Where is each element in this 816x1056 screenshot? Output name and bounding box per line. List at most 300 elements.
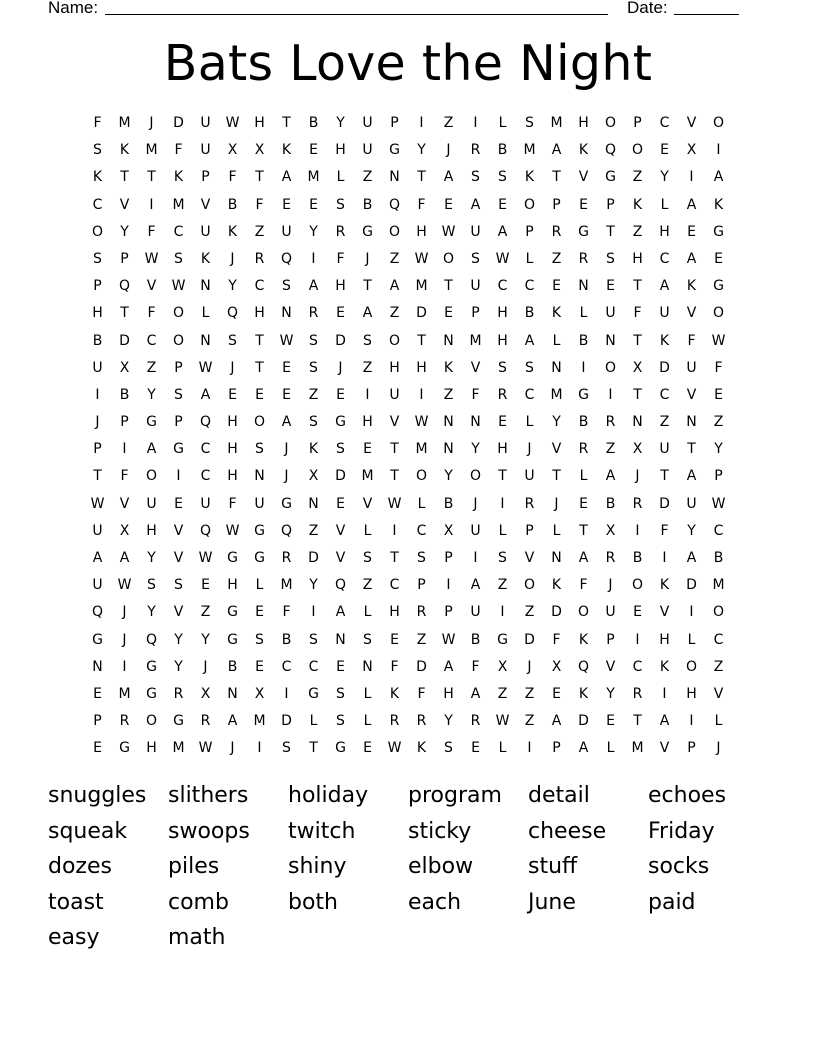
grid-letter[interactable]: U: [362, 115, 373, 131]
grid-letter[interactable]: M: [280, 577, 293, 594]
grid-letter[interactable]: R: [470, 142, 481, 159]
grid-letter[interactable]: E: [93, 685, 102, 702]
grid-letter[interactable]: A: [497, 223, 508, 240]
grid-letter[interactable]: V: [659, 740, 670, 757]
grid-letter[interactable]: M: [307, 169, 320, 186]
grid-letter[interactable]: R: [200, 713, 211, 730]
grid-letter[interactable]: Z: [389, 305, 400, 322]
grid-letter[interactable]: I: [419, 115, 424, 131]
grid-letter[interactable]: Y: [147, 550, 156, 566]
grid-letter[interactable]: L: [363, 604, 372, 621]
grid-letter[interactable]: G: [227, 604, 238, 621]
grid-letter[interactable]: J: [284, 468, 289, 485]
grid-letter[interactable]: A: [92, 550, 103, 566]
grid-letter[interactable]: F: [93, 115, 102, 131]
grid-letter[interactable]: D: [659, 359, 670, 376]
grid-letter[interactable]: O: [172, 332, 185, 349]
grid-letter[interactable]: G: [173, 441, 184, 458]
grid-letter[interactable]: Q: [199, 414, 212, 431]
grid-letter[interactable]: E: [255, 386, 264, 403]
grid-letter[interactable]: I: [689, 713, 694, 730]
grid-letter[interactable]: W: [711, 495, 726, 512]
grid-letter[interactable]: G: [254, 550, 265, 566]
grid-letter[interactable]: Y: [174, 631, 183, 648]
grid-letter[interactable]: S: [147, 577, 156, 594]
grid-letter[interactable]: L: [417, 495, 426, 512]
grid-letter[interactable]: F: [633, 305, 642, 322]
grid-letter[interactable]: T: [579, 522, 588, 539]
grid-letter[interactable]: H: [227, 414, 238, 431]
grid-letter[interactable]: O: [523, 577, 536, 594]
grid-letter[interactable]: P: [120, 414, 129, 431]
grid-letter[interactable]: H: [632, 250, 643, 267]
grid-letter[interactable]: E: [390, 631, 399, 648]
grid-letter[interactable]: Y: [120, 223, 129, 240]
grid-letter[interactable]: N: [605, 332, 616, 349]
grid-letter[interactable]: P: [552, 740, 561, 757]
grid-letter[interactable]: O: [415, 468, 428, 485]
grid-letter[interactable]: E: [471, 740, 480, 757]
grid-letter[interactable]: F: [714, 359, 723, 376]
grid-letter[interactable]: J: [446, 142, 451, 159]
grid-letter[interactable]: A: [686, 250, 697, 267]
grid-letter[interactable]: X: [119, 359, 130, 376]
grid-letter[interactable]: Z: [497, 685, 508, 702]
grid-letter[interactable]: V: [551, 441, 562, 458]
grid-letter[interactable]: S: [309, 631, 318, 648]
grid-letter[interactable]: W: [90, 495, 105, 512]
grid-letter[interactable]: K: [227, 223, 238, 240]
grid-letter[interactable]: A: [281, 169, 292, 186]
grid-letter[interactable]: H: [416, 223, 427, 240]
grid-letter[interactable]: W: [387, 740, 402, 757]
grid-letter[interactable]: E: [309, 142, 318, 159]
grid-letter[interactable]: N: [443, 332, 454, 349]
grid-letter[interactable]: A: [119, 550, 130, 566]
grid-letter[interactable]: G: [362, 223, 373, 240]
grid-letter[interactable]: E: [444, 305, 453, 322]
grid-letter[interactable]: S: [255, 441, 264, 458]
grid-letter[interactable]: A: [578, 740, 589, 757]
grid-letter[interactable]: X: [686, 142, 697, 159]
grid-letter[interactable]: S: [93, 142, 102, 159]
grid-letter[interactable]: O: [712, 305, 725, 322]
grid-letter[interactable]: E: [714, 386, 723, 403]
grid-letter[interactable]: N: [578, 278, 589, 295]
grid-letter[interactable]: Z: [605, 441, 616, 458]
grid-letter[interactable]: I: [689, 604, 694, 621]
grid-letter[interactable]: C: [524, 278, 535, 295]
grid-letter[interactable]: Z: [416, 631, 427, 648]
grid-letter[interactable]: N: [632, 414, 643, 431]
grid-letter[interactable]: K: [389, 685, 400, 702]
grid-letter[interactable]: U: [200, 495, 211, 512]
grid-letter[interactable]: L: [336, 169, 345, 186]
grid-letter[interactable]: Z: [308, 522, 319, 539]
grid-letter[interactable]: L: [363, 713, 372, 730]
grid-letter[interactable]: J: [230, 740, 235, 757]
grid-letter[interactable]: G: [335, 414, 346, 431]
grid-letter[interactable]: N: [551, 359, 562, 376]
grid-letter[interactable]: E: [444, 196, 453, 213]
grid-letter[interactable]: D: [281, 713, 292, 730]
grid-letter[interactable]: J: [527, 658, 532, 675]
grid-letter[interactable]: R: [632, 495, 643, 512]
grid-letter[interactable]: J: [95, 414, 100, 431]
grid-letter[interactable]: C: [200, 441, 211, 458]
grid-letter[interactable]: C: [632, 658, 643, 675]
grid-letter[interactable]: Y: [552, 414, 561, 431]
grid-letter[interactable]: I: [311, 604, 316, 621]
grid-letter[interactable]: U: [92, 522, 103, 539]
date-blank-line[interactable]: [674, 14, 739, 15]
grid-letter[interactable]: V: [335, 522, 346, 539]
grid-letter[interactable]: K: [524, 169, 535, 186]
grid-letter[interactable]: U: [362, 142, 373, 159]
grid-letter[interactable]: S: [309, 414, 318, 431]
grid-letter[interactable]: R: [578, 441, 589, 458]
grid-letter[interactable]: E: [714, 250, 723, 267]
grid-letter[interactable]: K: [551, 305, 562, 322]
grid-letter[interactable]: N: [92, 658, 103, 675]
grid-letter[interactable]: C: [497, 278, 508, 295]
grid-letter[interactable]: Y: [228, 278, 237, 295]
grid-letter[interactable]: O: [172, 305, 185, 322]
grid-letter[interactable]: H: [497, 332, 508, 349]
grid-letter[interactable]: S: [336, 685, 345, 702]
grid-letter[interactable]: Y: [606, 685, 615, 702]
grid-letter[interactable]: I: [608, 386, 613, 403]
grid-letter[interactable]: N: [200, 332, 211, 349]
grid-letter[interactable]: M: [415, 278, 428, 295]
grid-letter[interactable]: A: [659, 278, 670, 295]
grid-letter[interactable]: H: [92, 305, 103, 322]
grid-letter[interactable]: K: [281, 142, 292, 159]
grid-letter[interactable]: D: [119, 332, 130, 349]
grid-letter[interactable]: S: [498, 550, 507, 566]
grid-letter[interactable]: N: [443, 441, 454, 458]
grid-letter[interactable]: R: [470, 713, 481, 730]
grid-letter[interactable]: E: [228, 386, 237, 403]
grid-letter[interactable]: J: [527, 441, 532, 458]
grid-letter[interactable]: P: [444, 604, 453, 621]
grid-letter[interactable]: S: [444, 740, 453, 757]
grid-letter[interactable]: F: [147, 305, 156, 322]
grid-letter[interactable]: E: [498, 196, 507, 213]
grid-letter[interactable]: A: [578, 550, 589, 566]
grid-letter[interactable]: A: [686, 196, 697, 213]
grid-letter[interactable]: V: [173, 604, 184, 621]
grid-letter[interactable]: U: [92, 577, 103, 594]
grid-letter[interactable]: H: [497, 305, 508, 322]
grid-letter[interactable]: W: [117, 577, 132, 594]
grid-letter[interactable]: A: [443, 658, 454, 675]
grid-letter[interactable]: P: [525, 223, 534, 240]
grid-letter[interactable]: B: [632, 550, 643, 566]
grid-letter[interactable]: Y: [687, 522, 696, 539]
grid-letter[interactable]: S: [282, 278, 291, 295]
grid-letter[interactable]: G: [227, 550, 238, 566]
grid-letter[interactable]: K: [200, 250, 211, 267]
grid-letter[interactable]: W: [414, 250, 429, 267]
grid-letter[interactable]: K: [659, 658, 670, 675]
grid-letter[interactable]: B: [227, 196, 238, 213]
grid-letter[interactable]: T: [255, 332, 264, 349]
grid-letter[interactable]: T: [282, 115, 291, 131]
grid-letter[interactable]: F: [660, 522, 669, 539]
grid-letter[interactable]: C: [308, 658, 319, 675]
grid-letter[interactable]: T: [606, 223, 615, 240]
grid-letter[interactable]: V: [146, 278, 157, 295]
grid-letter[interactable]: J: [122, 631, 127, 648]
grid-letter[interactable]: B: [578, 332, 589, 349]
grid-letter[interactable]: U: [146, 495, 157, 512]
grid-letter[interactable]: U: [470, 604, 481, 621]
grid-letter[interactable]: S: [309, 359, 318, 376]
grid-letter[interactable]: T: [552, 468, 561, 485]
grid-letter[interactable]: E: [336, 495, 345, 512]
grid-letter[interactable]: M: [415, 441, 428, 458]
grid-letter[interactable]: R: [254, 250, 265, 267]
grid-letter[interactable]: R: [605, 550, 616, 566]
grid-letter[interactable]: G: [254, 522, 265, 539]
grid-letter[interactable]: I: [662, 550, 667, 566]
grid-letter[interactable]: A: [713, 169, 724, 186]
grid-letter[interactable]: R: [119, 713, 130, 730]
grid-letter[interactable]: M: [118, 115, 131, 131]
grid-letter[interactable]: G: [713, 278, 724, 295]
grid-letter[interactable]: K: [686, 278, 697, 295]
grid-letter[interactable]: T: [633, 386, 642, 403]
grid-letter[interactable]: X: [254, 142, 265, 159]
grid-letter[interactable]: X: [308, 468, 319, 485]
grid-letter[interactable]: T: [120, 169, 129, 186]
grid-letter[interactable]: C: [659, 115, 670, 131]
grid-letter[interactable]: C: [200, 468, 211, 485]
grid-letter[interactable]: U: [200, 223, 211, 240]
grid-letter[interactable]: Q: [118, 278, 131, 295]
grid-letter[interactable]: U: [281, 223, 292, 240]
grid-letter[interactable]: Y: [201, 631, 210, 648]
grid-letter[interactable]: Z: [524, 685, 535, 702]
grid-letter[interactable]: Z: [632, 223, 643, 240]
grid-letter[interactable]: O: [145, 468, 158, 485]
grid-letter[interactable]: T: [687, 441, 696, 458]
grid-letter[interactable]: Y: [147, 604, 156, 621]
grid-letter[interactable]: A: [281, 414, 292, 431]
grid-letter[interactable]: O: [145, 713, 158, 730]
grid-letter[interactable]: Q: [226, 305, 239, 322]
grid-letter[interactable]: I: [311, 250, 316, 267]
grid-letter[interactable]: E: [309, 196, 318, 213]
grid-letter[interactable]: T: [552, 169, 561, 186]
grid-letter[interactable]: V: [686, 115, 697, 131]
grid-letter[interactable]: I: [473, 115, 478, 131]
grid-letter[interactable]: L: [579, 468, 588, 485]
grid-letter[interactable]: I: [149, 196, 154, 213]
grid-letter[interactable]: U: [686, 359, 697, 376]
grid-letter[interactable]: Z: [497, 577, 508, 594]
grid-letter[interactable]: V: [200, 196, 211, 213]
grid-letter[interactable]: Y: [471, 441, 480, 458]
grid-letter[interactable]: H: [254, 115, 265, 131]
grid-letter[interactable]: O: [442, 250, 455, 267]
grid-letter[interactable]: P: [471, 305, 480, 322]
grid-letter[interactable]: K: [659, 577, 670, 594]
grid-letter[interactable]: T: [498, 468, 507, 485]
grid-letter[interactable]: F: [147, 223, 156, 240]
grid-letter[interactable]: K: [713, 196, 724, 213]
grid-letter[interactable]: A: [146, 441, 157, 458]
grid-letter[interactable]: F: [471, 658, 480, 675]
grid-letter[interactable]: A: [200, 386, 211, 403]
grid-letter[interactable]: B: [443, 495, 454, 512]
grid-letter[interactable]: S: [255, 631, 264, 648]
grid-letter[interactable]: W: [198, 740, 213, 757]
grid-letter[interactable]: T: [633, 332, 642, 349]
grid-letter[interactable]: T: [633, 278, 642, 295]
grid-letter[interactable]: G: [605, 169, 616, 186]
grid-letter[interactable]: V: [686, 305, 697, 322]
grid-letter[interactable]: O: [604, 359, 617, 376]
grid-letter[interactable]: F: [579, 577, 588, 594]
grid-letter[interactable]: E: [363, 740, 372, 757]
grid-letter[interactable]: W: [225, 115, 240, 131]
grid-letter[interactable]: B: [362, 196, 373, 213]
grid-letter[interactable]: L: [525, 414, 534, 431]
grid-letter[interactable]: Y: [147, 386, 156, 403]
grid-letter[interactable]: G: [173, 713, 184, 730]
grid-letter[interactable]: U: [524, 468, 535, 485]
grid-letter[interactable]: R: [173, 685, 184, 702]
grid-letter[interactable]: I: [365, 386, 370, 403]
grid-letter[interactable]: I: [581, 359, 586, 376]
grid-letter[interactable]: L: [255, 577, 264, 594]
grid-letter[interactable]: G: [335, 740, 346, 757]
grid-letter[interactable]: A: [308, 278, 319, 295]
grid-letter[interactable]: P: [552, 196, 561, 213]
grid-letter[interactable]: N: [335, 631, 346, 648]
grid-letter[interactable]: W: [414, 414, 429, 431]
grid-letter[interactable]: M: [172, 740, 185, 757]
grid-letter[interactable]: M: [523, 142, 536, 159]
grid-letter[interactable]: A: [605, 468, 616, 485]
grid-letter[interactable]: T: [309, 740, 318, 757]
grid-letter[interactable]: D: [578, 713, 589, 730]
grid-letter[interactable]: E: [93, 740, 102, 757]
grid-letter[interactable]: P: [606, 631, 615, 648]
grid-letter[interactable]: W: [495, 250, 510, 267]
grid-letter[interactable]: K: [578, 142, 589, 159]
grid-letter[interactable]: S: [471, 250, 480, 267]
grid-letter[interactable]: L: [498, 522, 507, 539]
grid-letter[interactable]: E: [552, 685, 561, 702]
grid-letter[interactable]: L: [714, 713, 723, 730]
grid-letter[interactable]: U: [470, 223, 481, 240]
grid-letter[interactable]: E: [336, 658, 345, 675]
grid-letter[interactable]: E: [552, 278, 561, 295]
grid-letter[interactable]: R: [416, 604, 427, 621]
grid-letter[interactable]: I: [500, 495, 505, 512]
grid-letter[interactable]: G: [119, 740, 130, 757]
grid-letter[interactable]: D: [416, 658, 427, 675]
grid-letter[interactable]: K: [416, 740, 427, 757]
grid-letter[interactable]: F: [228, 495, 237, 512]
grid-letter[interactable]: L: [498, 115, 507, 131]
grid-letter[interactable]: T: [390, 468, 399, 485]
grid-letter[interactable]: N: [443, 414, 454, 431]
grid-letter[interactable]: F: [255, 196, 264, 213]
grid-letter[interactable]: G: [497, 631, 508, 648]
grid-letter[interactable]: Q: [91, 604, 104, 621]
grid-letter[interactable]: V: [335, 550, 346, 566]
grid-letter[interactable]: C: [416, 522, 427, 539]
grid-letter[interactable]: N: [362, 658, 373, 675]
grid-letter[interactable]: X: [551, 658, 562, 675]
grid-letter[interactable]: W: [387, 495, 402, 512]
grid-letter[interactable]: B: [578, 414, 589, 431]
grid-letter[interactable]: Z: [362, 577, 373, 594]
grid-letter[interactable]: T: [255, 169, 264, 186]
grid-letter[interactable]: G: [146, 658, 157, 675]
grid-letter[interactable]: Z: [524, 713, 535, 730]
grid-letter[interactable]: K: [173, 169, 184, 186]
grid-letter[interactable]: F: [687, 332, 696, 349]
grid-letter[interactable]: A: [686, 468, 697, 485]
grid-letter[interactable]: A: [335, 604, 346, 621]
grid-letter[interactable]: A: [551, 713, 562, 730]
grid-letter[interactable]: G: [578, 386, 589, 403]
grid-letter[interactable]: Z: [362, 359, 373, 376]
grid-letter[interactable]: J: [122, 604, 127, 621]
grid-letter[interactable]: T: [660, 468, 669, 485]
grid-letter[interactable]: P: [417, 577, 426, 594]
grid-letter[interactable]: J: [284, 441, 289, 458]
grid-letter[interactable]: C: [659, 250, 670, 267]
grid-letter[interactable]: S: [228, 332, 237, 349]
grid-letter[interactable]: Z: [713, 658, 724, 675]
grid-letter[interactable]: H: [659, 631, 670, 648]
grid-letter[interactable]: L: [660, 196, 669, 213]
grid-letter[interactable]: S: [363, 631, 372, 648]
grid-letter[interactable]: S: [336, 196, 345, 213]
grid-letter[interactable]: L: [606, 740, 615, 757]
grid-letter[interactable]: S: [606, 250, 615, 267]
grid-letter[interactable]: L: [363, 685, 372, 702]
grid-letter[interactable]: F: [552, 631, 561, 648]
grid-letter[interactable]: S: [309, 332, 318, 349]
grid-letter[interactable]: C: [389, 577, 400, 594]
grid-letter[interactable]: Y: [174, 658, 183, 675]
grid-letter[interactable]: J: [338, 359, 343, 376]
grid-letter[interactable]: Z: [524, 604, 535, 621]
grid-letter[interactable]: E: [282, 386, 291, 403]
grid-letter[interactable]: K: [119, 142, 130, 159]
grid-letter[interactable]: R: [308, 305, 319, 322]
grid-letter[interactable]: W: [441, 631, 456, 648]
grid-letter[interactable]: H: [254, 305, 265, 322]
grid-letter[interactable]: J: [365, 250, 370, 267]
grid-letter[interactable]: E: [687, 223, 696, 240]
grid-letter[interactable]: S: [525, 359, 534, 376]
grid-letter[interactable]: O: [604, 115, 617, 131]
grid-letter[interactable]: G: [92, 631, 103, 648]
grid-letter[interactable]: Q: [334, 577, 347, 594]
grid-letter[interactable]: U: [389, 386, 400, 403]
grid-letter[interactable]: T: [363, 278, 372, 295]
grid-letter[interactable]: V: [173, 522, 184, 539]
grid-letter[interactable]: T: [633, 713, 642, 730]
